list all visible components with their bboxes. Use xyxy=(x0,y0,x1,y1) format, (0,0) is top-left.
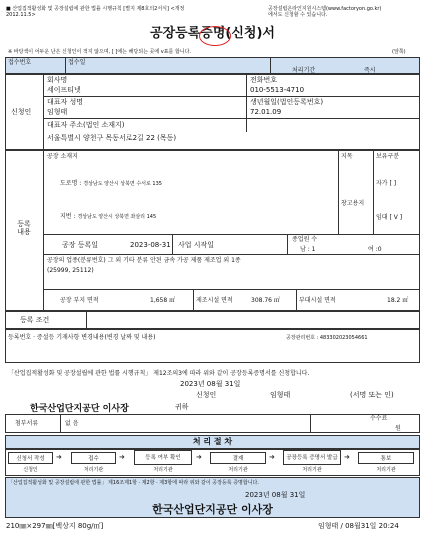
site-area-label: 공장 부지 면적 xyxy=(60,297,99,304)
ownership-rent: 임대 [ V ] xyxy=(376,214,403,221)
mfg-area-label: 제조시설 면적 xyxy=(196,297,233,304)
industry-line: 공장의 업종(분류번호) 그 외 기타 분류 안된 금속 가공 제품 제조업 외 1종 xyxy=(47,257,241,264)
registration-section xyxy=(5,150,420,311)
aux-area-value: 18.2 ㎡ xyxy=(387,297,409,304)
notice-text: ※ 바탕색이 어두운 난은 신청인이 적지 않으며, [ ]에는 해당되는 곳에 v표를 합니다. xyxy=(8,49,192,55)
front-side-label: (앞쪽) xyxy=(392,49,406,55)
employee-female: 여 :0 xyxy=(368,246,382,253)
arrow-icon: ➜ xyxy=(269,453,275,461)
birth-value: 72.01.09 xyxy=(250,108,282,116)
signature-placeholder: (서명 또는 인) xyxy=(350,391,394,399)
conditions-row xyxy=(5,311,420,329)
step-6-box: 통보 xyxy=(358,452,414,464)
step-2-box: 접수 xyxy=(71,452,116,464)
step-1-actor: 신청인 xyxy=(23,467,38,473)
step-1-box: 신청서 작성 xyxy=(8,452,53,464)
industry-codes: (25999, 25112) xyxy=(47,267,94,274)
arrow-icon: ➜ xyxy=(196,453,202,461)
certification-date: 2023년 08월 31일 xyxy=(245,491,306,499)
certification-statement: 「산업집적활성화 및 공장설립에 관한 법률」 제16조제1항 · 제2항 · 제3항에 따라 위와 같이 공장등록 증명합니다. xyxy=(8,480,259,486)
issue-stamp: 임형태 / 08월31일 20:24 xyxy=(318,522,399,530)
step-4-box: 결재 xyxy=(210,452,266,464)
page-title: 공장등록증명(신청)서 xyxy=(150,26,275,41)
receipt-no-label: 접수번호 xyxy=(8,59,32,66)
period-value: 즉시 xyxy=(364,67,376,74)
declaration-applicant-value: 임형태 xyxy=(270,391,291,399)
op-start-label: 사업 시작일 xyxy=(178,241,215,249)
docs-value: 없 음 xyxy=(65,420,79,427)
receipt-date-label: 접수일 xyxy=(68,59,86,66)
declaration-applicant-label: 신청인 xyxy=(196,391,217,399)
management-number: 공장관리번호 : 483302023054661 xyxy=(286,335,368,341)
phone-label: 전화번호 xyxy=(250,76,278,84)
company-value: 세이프티넷 xyxy=(47,86,81,94)
changes-label: 등록번호 · 증설등 기재사항 변경내용(변경 날짜 및 내용) xyxy=(8,334,156,341)
form-legal-basis: ■ 산업집적활성화 및 공장설립에 관한 법률 시행규칙 [별지 제8호의2서식] <개정 2012.11.5> xyxy=(6,6,185,18)
fee-label: 수수료 xyxy=(370,415,388,422)
fee-value: 원 xyxy=(395,425,401,432)
step-6-actor: 처리기관 xyxy=(376,467,396,473)
aux-area-label: 부대시설 면적 xyxy=(299,297,336,304)
site-area-value: 1,658 ㎡ xyxy=(150,297,176,304)
step-4-actor: 처리기관 xyxy=(228,467,248,473)
reg-date-value: 2023-08-31 xyxy=(130,241,171,249)
applicant-label: 신청인 xyxy=(11,108,32,116)
certification-issuer: 한국산업단지공단 이사장 xyxy=(152,503,273,516)
ownership-self: 자가 [ ] xyxy=(376,180,397,187)
online-notice: 공장설립온라인지원시스템(www.factoryon.go.kr) 에서도 신청할 수 있습니다. xyxy=(268,6,382,18)
registration-label: 등록 내용 xyxy=(17,220,31,236)
addressee: 한국산업단지공단 이사장 xyxy=(30,404,129,414)
birth-label: 생년월일(법인등록번호) xyxy=(250,98,324,106)
rep-label: 대표자 성명 xyxy=(47,98,84,106)
addressee-suffix: 귀하 xyxy=(175,403,189,411)
location-label: 공장 소재지 xyxy=(47,153,78,160)
step-5-box: 공장등록 증명서 발급 xyxy=(283,450,341,465)
address-label: 대표자 주소(법인 소재지) xyxy=(47,121,125,129)
company-label: 회사명 xyxy=(47,76,68,84)
zone-label: 지목 xyxy=(341,153,353,160)
period-label: 처리기간 xyxy=(292,67,316,74)
declaration-text: 「산업집적활성화 및 공장설립에 관한 법률 시행규칙」 제12조의3에 따라 위와 같이 공장등록증명서를 신청합니다. xyxy=(8,370,310,377)
paper-spec: 210㎜×297㎜[백상지 80g/㎡] xyxy=(6,522,104,530)
step-5-actor: 처리기관 xyxy=(302,467,322,473)
step-3-box: 등록 여부 확인 xyxy=(134,450,192,465)
rep-value: 임형태 xyxy=(47,108,68,116)
employee-label: 종업원 수 xyxy=(292,236,318,243)
step-2-actor: 처리기관 xyxy=(83,467,104,473)
lot-address: 지번 : 경상남도 양산시 상북면 좌삼리 145 xyxy=(60,213,157,220)
employee-male: 남 : 1 xyxy=(300,246,316,253)
mfg-area-value: 308.76 ㎡ xyxy=(251,297,280,304)
docs-label: 첨부서류 xyxy=(15,420,39,427)
phone-value: 010-5513-4710 xyxy=(250,86,305,94)
declaration-date: 2023년 08월 31일 xyxy=(180,380,241,388)
arrow-icon: ➜ xyxy=(56,453,62,461)
arrow-icon: ➜ xyxy=(119,453,125,461)
zone-value: 창고용지 xyxy=(341,200,365,207)
red-circle-mark xyxy=(199,26,231,46)
conditions-label: 등록 조건 xyxy=(20,316,50,324)
process-title: 처 리 절 차 xyxy=(192,437,233,446)
address-value: 서울특별시 양천구 목동서로2길 22 (목동) xyxy=(47,134,177,142)
road-address: 도로명 : 경상남도 양산시 상북면 수서로 135 xyxy=(60,180,162,187)
step-3-actor: 처리기관 xyxy=(153,467,173,473)
arrow-icon: ➜ xyxy=(344,453,350,461)
reg-date-label: 공장 등록일 xyxy=(62,241,99,249)
ownership-label: 보유구분 xyxy=(376,153,400,160)
